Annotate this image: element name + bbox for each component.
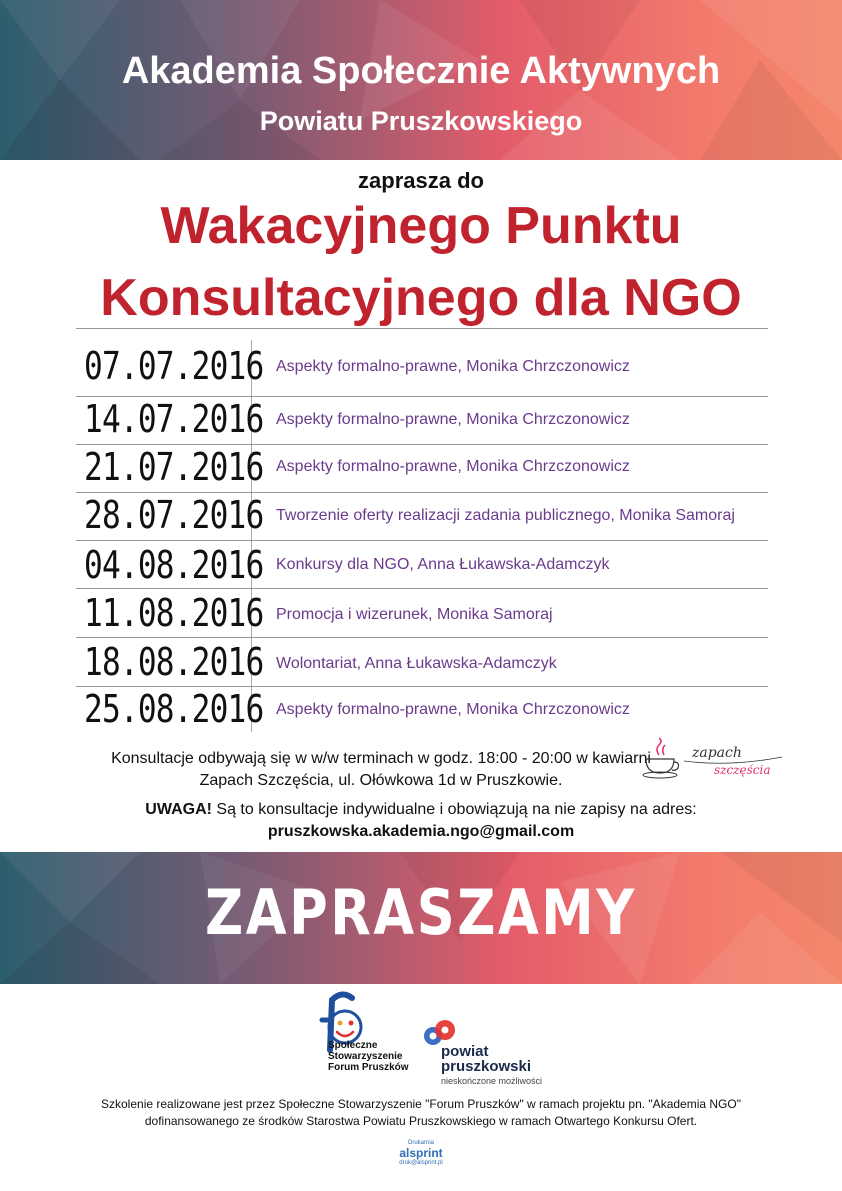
footer-line-1: Szkolenie realizowane jest przez Społeczne Stowarzyszenie "Forum Pruszków" w ramach projektu pn. "Akademia NGO" xyxy=(101,1097,741,1111)
powiat-pruszkowski-logo xyxy=(415,1018,565,1090)
event-title-line2: Konsultacyjnego dla NGO xyxy=(100,269,742,327)
printer-credit xyxy=(395,1140,447,1166)
warning-text xyxy=(0,801,842,819)
cafe-logo-word1: zapach xyxy=(692,745,742,761)
org-title: Akademia Społecznie Aktywnych xyxy=(121,50,721,92)
banner-text: ZAPRASZAMY xyxy=(204,876,638,949)
schedule-date: 25.08.2016 xyxy=(84,687,264,731)
printer-email: druk@alsprint.pl xyxy=(399,1160,443,1166)
schedule-topic: Aspekty formalno-prawne, Monika Chrzczonowicz xyxy=(276,701,630,718)
schedule-date: 28.07.2016 xyxy=(84,493,264,537)
cafe-logo xyxy=(640,737,790,787)
cafe-logo-word2: szczęścia xyxy=(714,763,771,777)
schedule-topic: Wolontariat, Anna Łukawska-Adamczyk xyxy=(276,655,557,672)
table-divider xyxy=(76,540,768,541)
schedule-topic: Promocja i wizerunek, Monika Samoraj xyxy=(276,606,553,623)
header-banner xyxy=(0,0,842,160)
table-divider xyxy=(76,637,768,638)
schedule-date: 14.07.2016 xyxy=(84,397,264,441)
schedule-date: 07.07.2016 xyxy=(84,344,264,388)
schedule-date: 04.08.2016 xyxy=(84,543,264,587)
contact-email[interactable]: pruszkowska.akademia.ngo@gmail.com xyxy=(267,823,575,840)
powiat-tagline: nieskończone możliwości xyxy=(441,1076,543,1086)
forum-logo-line2: Stowarzyszenie xyxy=(328,1051,403,1062)
org-subtitle: Powiatu Pruszkowskiego xyxy=(259,106,583,136)
printer-label: Drukarnia xyxy=(407,1140,434,1146)
schedule-table xyxy=(76,328,768,732)
forum-logo-line1: Społeczne xyxy=(328,1040,378,1051)
warning-label: UWAGA! xyxy=(145,801,212,818)
schedule-date: 21.07.2016 xyxy=(84,445,264,489)
printer-name: alsprint xyxy=(399,1146,443,1160)
warning-message: Są to konsultacje indywidualne i obowiązują na nie zapisy na adres: xyxy=(211,801,697,818)
schedule-date: 11.08.2016 xyxy=(84,591,264,635)
schedule-topic: Konkursy dla NGO, Anna Łukawska-Adamczyk xyxy=(276,556,610,573)
schedule-topic: Aspekty formalno-prawne, Monika Chrzczonowicz xyxy=(276,358,630,375)
schedule-topic: Aspekty formalno-prawne, Monika Chrzczonowicz xyxy=(276,411,630,428)
schedule-topic: Tworzenie oferty realizacji zadania publicznego, Monika Samoraj xyxy=(276,507,735,524)
forum-pruszkow-logo xyxy=(300,990,420,1090)
table-divider xyxy=(76,328,768,329)
event-title-line1: Wakacyjnego Punktu xyxy=(160,197,682,255)
table-divider xyxy=(76,588,768,589)
footer-line-2: dofinansowanego ze środków Starostwa Powiatu Pruszkowskiego w ramach Otwartego Konkursu Ofert. xyxy=(144,1114,698,1128)
schedule-date: 18.08.2016 xyxy=(84,640,264,684)
invites-text: zaprasza do xyxy=(358,168,484,193)
info-line-1: Konsultacje odbywają się w w/w terminach w godz. 18:00 - 20:00 w kawiarni xyxy=(111,750,651,767)
powiat-logo-line1: powiat xyxy=(441,1043,489,1060)
info-line-2: Zapach Szczęścia, ul. Ołówkowa 1d w Pruszkowie. xyxy=(199,772,563,789)
powiat-logo-line2: pruszkowski xyxy=(441,1058,532,1075)
forum-logo-line3: Forum Pruszków xyxy=(328,1062,409,1073)
schedule-topic: Aspekty formalno-prawne, Monika Chrzczonowicz xyxy=(276,458,630,475)
